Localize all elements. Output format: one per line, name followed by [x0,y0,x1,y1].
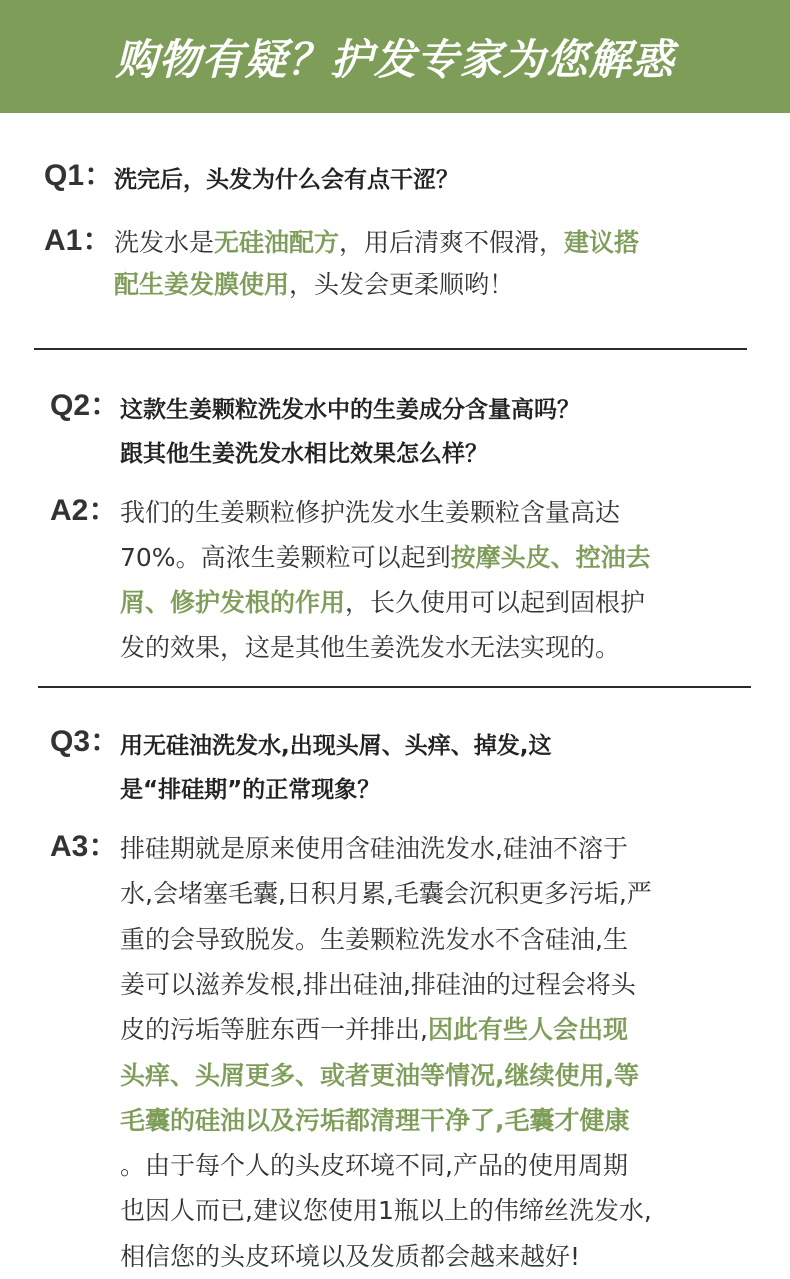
answer-text: ，长久使用可以起到固根护 [345,588,646,617]
highlight-text: 建议搭 [564,228,640,257]
answer-label: A2： [50,494,119,527]
answer-text-line [120,535,651,580]
highlight-text: 配生姜发膜使用 [114,270,290,299]
answer-text: 也因人而已,建议您使用1瓶以上的伟缔丝洗发水, [120,1196,652,1226]
answer-text-line [120,490,620,535]
answer-text-line [114,264,514,306]
answer-text-line [120,917,628,962]
question-text-line: 用无硅油洗发水,出现头屑、头痒、掉发,这 [120,733,552,759]
highlight-text: 按摩头皮、控油去 [450,543,651,572]
answer-text-line [114,222,639,264]
answer-text-line [120,1053,639,1098]
answer-text: 洗发水是 [114,228,215,257]
answer-text: ，用后清爽不假滑， [339,228,565,257]
page-header [0,0,790,113]
answer-text-line [120,1234,580,1279]
answer-text-line [120,962,636,1007]
answer-text: 相信您的头皮环境以及发质都会越来越好! [120,1241,581,1271]
highlight-text: 因此有些人会出现 [427,1015,628,1045]
section-divider [38,686,751,688]
question-label: Q2： [50,389,121,422]
answer-text: ，头发会更柔顺哟！ [289,270,515,299]
answer-text-line [120,871,652,916]
question-label: Q1： [44,159,115,192]
page-title: 购物有疑？护发专家为您解惑 [115,34,675,84]
answer-text: 皮的污垢等脏东西一并排出, [120,1015,428,1045]
answer-text: 发的效果，这是其他生姜洗发水无法实现的。 [120,633,621,662]
answer-text: 我们的生姜颗粒修护洗发水生姜颗粒含量高达 [120,498,621,527]
answer-text-line [120,625,620,670]
answer-text: 水,会堵塞毛囊,日积月累,毛囊会沉积更多污垢,严 [120,879,652,909]
answer-text-line [120,1143,628,1188]
answer-text: 排硅期就是原来使用含硅油洗发水,硅油不溶于 [120,834,628,863]
answer-text: 重的会导致脱发。生姜颗粒洗发水不含硅油,生 [120,924,628,954]
answer-text: 70%。高浓生姜颗粒可以起到 [120,543,451,572]
highlight-text: 头痒、头屑更多、或者更油等情况,继续使用,等 [120,1060,639,1090]
answer-text-line [120,1007,628,1052]
highlight-text: 屑、修护发根的作用 [120,588,346,617]
answer-text-line [120,1098,630,1143]
answer-text: 姜可以滋养发根,排出硅油,排硅油的过程会将头 [120,969,636,999]
answer-text-line [120,826,628,871]
question-label: Q3： [50,725,121,758]
answer-label: A1： [44,224,113,257]
highlight-text: 无硅油配方 [214,228,340,257]
section-divider [34,348,747,350]
answer-text-line [120,580,645,625]
answer-text: 。由于每个人的头皮环境不同,产品的使用周期 [120,1151,628,1181]
answer-text-line [120,1188,652,1233]
question-text-line: 跟其他生姜洗发水相比效果怎么样？ [120,441,488,467]
question-text-line: 是“排硅期”的正常现象？ [120,777,381,803]
question-text-line: 这款生姜颗粒洗发水中的生姜成分含量高吗？ [120,397,580,423]
question-text-line: 洗完后，头发为什么会有点干涩？ [114,167,459,193]
answer-label: A3： [50,830,119,863]
highlight-text: 毛囊的硅油以及污垢都清理干净了,毛囊才健康 [120,1105,630,1135]
